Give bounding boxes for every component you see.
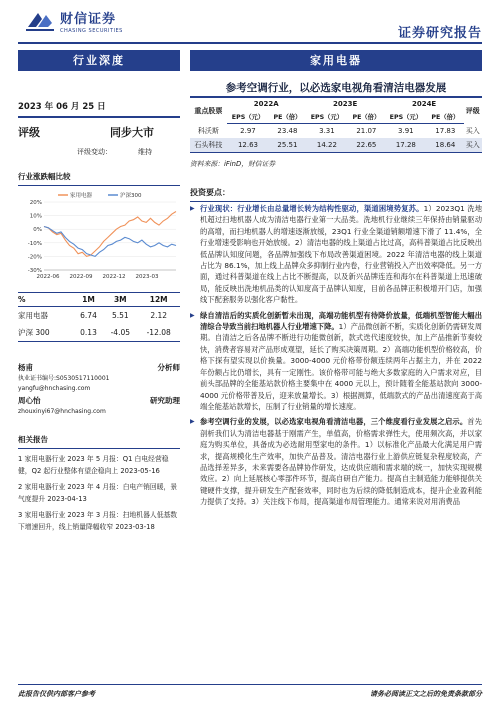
perf-cell: 沪深 300 bbox=[18, 324, 74, 342]
y-tick-label: 0% bbox=[33, 227, 42, 234]
cell: 23.48 bbox=[277, 126, 298, 135]
highlight-1-lead: 行业现状：行业增长由总量增长转为结构性驱动，渠道困境势复苏。 bbox=[200, 204, 424, 213]
forecast-stock-header: 重点股票 bbox=[190, 97, 227, 124]
metric-pe: PE（倍） bbox=[269, 110, 306, 124]
forecast-year-3: 2024E bbox=[385, 97, 464, 110]
footer-disclaimer-right: 请务必阅读正文之后的免责条款部分 bbox=[370, 690, 482, 698]
perf-cell: 6.74 bbox=[80, 311, 97, 320]
rating-value: 同步大市 bbox=[110, 126, 154, 139]
highlight-3-lead: 参考空调行业的发展，以必选家电视角看清洁电器，三个维度看行业发展之启示。 bbox=[200, 417, 468, 427]
cell: 25.51 bbox=[269, 138, 306, 153]
cell: 22.65 bbox=[348, 138, 385, 153]
series-line-1 bbox=[44, 212, 176, 257]
highlight-1-body: 1）2023Q1 洗地机超过扫地机器人成为清洁电器行业第一大品类。洗地机行业继续三年保持由销量驱动的高增，而扫地机器人的增速逐渐放缓，23Q1 行业全渠道销额增速下滑了 11.4%，全行业增速受影响也开始放缓。2）清洁电器的线上渠道占比过高，高科普渠道占比反映出低品牌认知度问题，各品牌加强线下布局改善渠道困境。2022 年清洁电器的线上渠道占比为 86.1%，加上线上品牌众多抑制行业内卷，行业营销投入产出效率降低。另一方面，通过科普渠道在线上占比不断提高，以及新兴品牌连连和海尔在科普渠道上迅速破局，能反映出洗地机品类的认知度高于品牌认知度，目前各品牌正积极增开门店，加强线下配套服务以强化客户黏性。 bbox=[200, 204, 483, 305]
cell: 21.07 bbox=[356, 126, 377, 135]
highlight-2-lead: 绿自清洁后的实质化创新暂未出现，高端功能机型有待降价放量，低端机型智能大幅出清综合导致当前扫地机器人行业增速下降。 bbox=[200, 310, 482, 332]
performance-table bbox=[18, 292, 180, 342]
cell: 18.64 bbox=[427, 138, 464, 153]
analyst-block bbox=[18, 362, 180, 416]
related-report-2[interactable]: 2 家用电器行业 2023 年 4 月报：白电产销回暖，景气度提升 2023-04-13 bbox=[18, 483, 178, 503]
cell: 17.28 bbox=[385, 138, 427, 153]
cell: 17.83 bbox=[435, 126, 456, 135]
logo-name-en: CHASING SECURITIES bbox=[60, 28, 123, 34]
related-report-1[interactable]: 1 家用电器行业 2023 年 5 月报：Q1 白电经营稳健，Q2 起行业整体有望企稳向上 2023-05-16 bbox=[18, 455, 169, 475]
perf-row bbox=[18, 324, 180, 342]
highlight-2 bbox=[190, 310, 482, 413]
cell: 12.63 bbox=[227, 138, 269, 153]
y-tick-label: -20% bbox=[27, 254, 42, 261]
perf-cell: -12.08 bbox=[137, 324, 180, 342]
stock-name: 科沃斯 bbox=[197, 126, 219, 135]
metric-pe: PE（倍） bbox=[348, 110, 385, 124]
forecast-year-2: 2023E bbox=[306, 97, 385, 110]
logo-name: 财信证券 bbox=[60, 12, 117, 27]
legend-label: 家用电器 bbox=[70, 193, 93, 199]
analyst-2-name: 周心怡 bbox=[18, 396, 41, 405]
forecast-row bbox=[190, 138, 482, 153]
highlight-1 bbox=[190, 203, 482, 306]
perf-row bbox=[18, 307, 180, 325]
y-tick-label: -10% bbox=[27, 240, 42, 247]
cell: 2.97 bbox=[240, 126, 256, 135]
analyst-1 bbox=[18, 362, 180, 373]
forecast-source: 资料来源：iFinD，财信证券 bbox=[190, 160, 276, 168]
header-divider bbox=[18, 42, 482, 44]
date-divider bbox=[18, 116, 180, 118]
perf-col-header: % bbox=[18, 293, 74, 307]
metric-pe: PE（倍） bbox=[427, 110, 464, 124]
x-tick-label: 2022-12 bbox=[102, 274, 126, 280]
rating-row bbox=[18, 124, 180, 140]
perf-cell: 2.12 bbox=[150, 311, 168, 320]
logo-mark-icon bbox=[24, 9, 56, 33]
page-footer bbox=[18, 684, 482, 700]
analyst-2 bbox=[18, 395, 180, 406]
report-title: 参考空调行业，以必选家电视角看清洁电器发展 bbox=[225, 82, 447, 94]
analyst-1-license: 执业证书编号:S0530517110001 bbox=[18, 375, 110, 382]
metric-eps: EPS（元） bbox=[306, 110, 348, 124]
forecast-year-1: 2022A bbox=[227, 97, 306, 110]
perf-cell: -4.05 bbox=[103, 324, 137, 342]
perf-cell: 0.13 bbox=[74, 324, 103, 342]
metric-eps: EPS（元） bbox=[227, 110, 269, 124]
analyst-2-role: 研究助理 bbox=[150, 396, 180, 405]
rating-change-label: 评级变动： bbox=[77, 148, 112, 156]
performance-title: 行业涨跌幅比较 bbox=[18, 171, 180, 186]
highlight-3-body: 首先剖析我们认为清洁电器基于刚需产生，单值高，价格需求弹性大，使用频次高，并以家庭为购买单位，具备成为必选耐用型家电的条件。1）以标准化产品最大化满足用户需求，提高规模化生产效率，加快产品普及。清洁电器行业上游供应链复杂程度较高，产品选择差异多，未来需要各品牌协作研发，达成供应端和需求端的统一，加快实现规模效应。2）向上延展核心零部件环节，提高自研自产能力。提高自主制造能力能够提供关键硬件支撑，提升研发生产配套效率，同时也为后续的降低制造成本，提升企业盈利能力提供了支持。3）关注线下布局，提高渠道布局管理能力。通常来说对用消费品 bbox=[200, 417, 483, 507]
perf-cell: 5.51 bbox=[111, 311, 129, 320]
perf-cell: 家用电器 bbox=[18, 311, 48, 320]
industry-band: 家用电器 bbox=[190, 50, 482, 71]
forecast-table bbox=[190, 96, 482, 153]
y-tick-label: 10% bbox=[29, 213, 42, 220]
analyst-1-email[interactable]: yangfu@hnchasing.com bbox=[18, 385, 91, 392]
footer-disclaimer-left: 此报告仅供内部客户参考 bbox=[18, 690, 95, 698]
page-header bbox=[0, 0, 500, 44]
report-category-band: 行业深度 bbox=[18, 50, 180, 71]
highlight-2-body: 1）产品微创新不断，实质化创新仍需研发周期。自清洁之后各品牌不断进行功能微创新，款式迭代速度较快，加上产品推新节奏较快，消费者容易对产品形成观望，延长了购买决策周期。2）高端功能机型价格较高，价格下探有望实现以价换量。3000-4000 元价格带份额连续两年占据主力，并在 2022 年份额占比仍增长，具有一定刚性。该价格带可能与绝大多数家庭的入户需求对应，目前头部品牌的全能基站款价格主要集中在 4000 元以上，预计随着全能基站款向 3000-4000 元价格带普及后，迎来放量增长。3）根据测算，低端款式的产品出清速度高于高端全能基站款增长，压制了行业销量的增长速度。 bbox=[200, 322, 482, 411]
stock-name: 石头科技 bbox=[190, 138, 227, 153]
forecast-rating-header: 评级 bbox=[464, 97, 482, 124]
x-tick-label: 2022-09 bbox=[69, 274, 93, 280]
investment-highlights bbox=[190, 203, 482, 512]
report-date: 2023 年 06 月 25 日 bbox=[18, 102, 106, 112]
investment-highlights-title: 投资要点： bbox=[190, 187, 482, 202]
y-tick-label: 20% bbox=[29, 200, 42, 206]
metric-eps: EPS（元） bbox=[385, 110, 427, 124]
highlight-3 bbox=[190, 416, 482, 507]
cell: 3.91 bbox=[398, 126, 414, 135]
analyst-1-role: 分析师 bbox=[157, 363, 180, 372]
analyst-1-name: 杨甫 bbox=[18, 363, 33, 372]
cell: 14.22 bbox=[306, 138, 348, 153]
rating-change-row bbox=[18, 147, 180, 157]
related-report-3[interactable]: 3 家用电器行业 2023 年 3 月报：扫地机器人低基数下增速回升，线上销量降幅收窄 2023-03-18 bbox=[18, 511, 178, 531]
perf-col-header: 3M bbox=[103, 293, 137, 307]
document-type: 证券研究报告 bbox=[397, 26, 482, 41]
cell: 3.31 bbox=[319, 126, 335, 135]
y-tick-label: -30% bbox=[27, 268, 42, 274]
series-line-2 bbox=[44, 227, 176, 257]
stock-rating: 买入 bbox=[465, 126, 480, 135]
x-tick-label: 2022-06 bbox=[36, 274, 60, 280]
rating-change-value: 维持 bbox=[138, 148, 152, 156]
analyst-2-email[interactable]: zhouxinyi67@hnchasing.com bbox=[18, 408, 106, 415]
perf-col-header: 1M bbox=[74, 293, 103, 307]
rating-label: 评级 bbox=[18, 126, 40, 139]
legend-label: 沪深300 bbox=[120, 193, 142, 199]
performance-chart bbox=[18, 190, 180, 282]
forecast-row bbox=[190, 124, 482, 138]
stock-rating: 买入 bbox=[464, 138, 482, 153]
company-logo bbox=[24, 8, 123, 34]
left-sidebar bbox=[18, 96, 180, 533]
x-tick-label: 2023-03 bbox=[135, 274, 159, 280]
related-reports-title: 相关报告 bbox=[18, 434, 180, 449]
perf-col-header: 12M bbox=[137, 293, 180, 307]
